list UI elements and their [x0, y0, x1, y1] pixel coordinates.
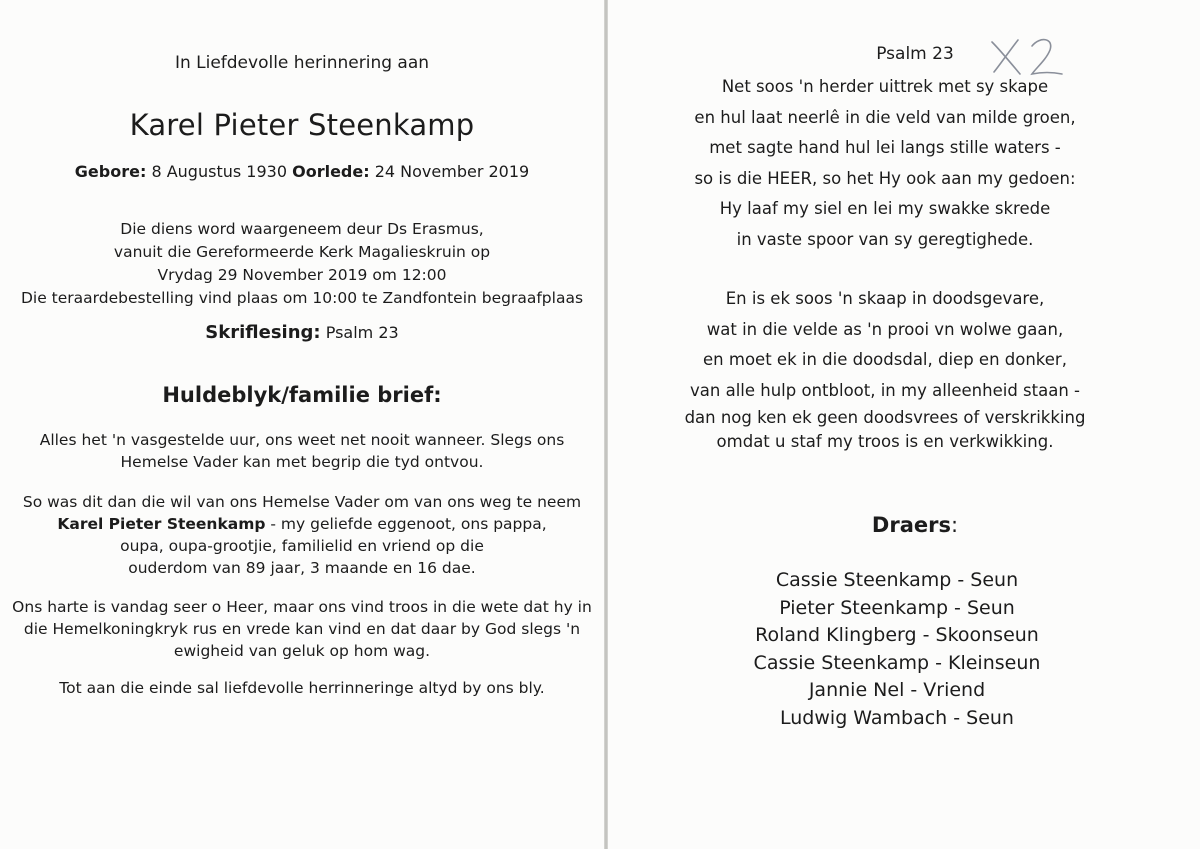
service-line: Die diens word waargeneem deur Ds Erasmus,: [120, 220, 484, 238]
died-label: Oorlede:: [292, 162, 370, 181]
psalm-line: en moet ek in die doodsdal, diep en donker,: [703, 350, 1067, 369]
bearers-heading-text: Draers: [871, 513, 951, 537]
psalm-line: omdat u staf my troos is en verkwikking.: [716, 432, 1054, 451]
bearers-heading-colon: :: [950, 513, 959, 537]
bearer-item: Cassie Steenkamp - Seun: [775, 569, 1019, 591]
bearers-list: [608, 567, 1200, 732]
scripture-reading: [0, 322, 604, 343]
bearer-item: Cassie Steenkamp - Kleinseun: [753, 651, 1041, 674]
psalm-line: En is ek soos 'n skaap in doodsgevare,: [725, 289, 1045, 308]
paragraph-line: Alles het 'n vasgestelde uur, ons weet net nooit wanneer. Slegs ons: [39, 431, 565, 449]
bearer-item: Roland Klingberg - Skoonseun: [755, 624, 1039, 646]
service-line: Die teraardebestelling vind plaas om 10:00 te Zandfontein begraafplaas: [20, 289, 584, 307]
psalm-line: in vaste spoor van sy geregtighede.: [736, 229, 1034, 249]
service-details: [0, 218, 604, 310]
died-date: 24 November 2019: [374, 162, 530, 181]
paragraph-line: die Hemelkoningkryk rus en vrede kan vind en dat daar by God slegs 'n: [23, 620, 581, 638]
psalm-stanza-1: [608, 72, 1192, 255]
psalm-line: so is die HEER, so het Hy ook aan my gedoen:: [694, 168, 1076, 188]
tribute-heading: Huldeblyk/familie brief:: [162, 383, 442, 407]
psalm-line: Net soos 'n herder uittrek met sy skape: [721, 77, 1049, 96]
memorial-intro: In Liefdevolle herinnering aan: [174, 53, 430, 73]
reading-label: Skriflesing:: [205, 322, 321, 343]
tribute-paragraph: [0, 596, 604, 662]
right-page: [608, 0, 1200, 849]
paragraph-line: oupa, oupa-grootjie, familielid en vriend op die: [120, 537, 484, 555]
tribute-paragraph: [0, 491, 604, 579]
psalm-line: met sagte hand hul lei langs stille waters -: [709, 138, 1061, 157]
deceased-name: Karel Pieter Steenkamp: [129, 108, 475, 142]
tribute-paragraph: [0, 429, 604, 473]
paragraph-line: Ons harte is vandag seer o Heer, maar ons vind troos in die wete dat hy in: [12, 598, 592, 616]
psalm-stanza-2: [608, 284, 1192, 454]
psalm-line: dan nog ken ek geen doodsvrees of verskrikking: [684, 408, 1086, 427]
reading-value: Psalm 23: [325, 323, 399, 342]
deceased-name-bold: Karel Pieter Steenkamp: [57, 515, 266, 533]
closing-line: Tot aan die einde sal liefdevolle herrinneringe altyd by ons bly.: [59, 679, 545, 697]
psalm-title: Psalm 23: [876, 44, 954, 64]
paragraph-line: ewigheid van geluk op hom wag.: [173, 642, 431, 660]
service-line: Vrydag 29 November 2019 om 12:00: [157, 266, 447, 284]
bearer-item: Pieter Steenkamp - Seun: [779, 596, 1015, 619]
bearer-item: Ludwig Wambach - Seun: [780, 706, 1014, 729]
life-dates: [0, 162, 604, 181]
psalm-line: en hul laat neerlê in die veld van milde groen,: [694, 107, 1076, 127]
paragraph-line: So was dit dan die wil van ons Hemelse Vader om van ons weg te neem: [22, 493, 582, 511]
paragraph-line: ouderdom van 89 jaar, 3 maande en 16 dae.: [128, 559, 476, 577]
born-label: Gebore:: [74, 162, 147, 181]
paragraph-line: [0, 513, 604, 535]
psalm-line: van alle hulp ontbloot, in my alleenheid staan -: [690, 380, 1080, 400]
paragraph-text: - my geliefde eggenoot, ons pappa,: [265, 515, 547, 533]
psalm-line: Hy laaf my siel en lei my swakke skrede: [719, 199, 1051, 218]
psalm-line: wat in die velde as 'n prooi vn wolwe gaan,: [706, 319, 1064, 339]
born-date: 8 Augustus 1930: [151, 162, 287, 181]
paragraph-line: Hemelse Vader kan met begrip die tyd ontvou.: [120, 453, 484, 471]
bearer-item: Jannie Nel - Vriend: [808, 679, 986, 701]
bearers-heading: [608, 513, 1200, 537]
service-line: vanuit die Gereformeerde Kerk Magalieskruin op: [113, 243, 491, 261]
